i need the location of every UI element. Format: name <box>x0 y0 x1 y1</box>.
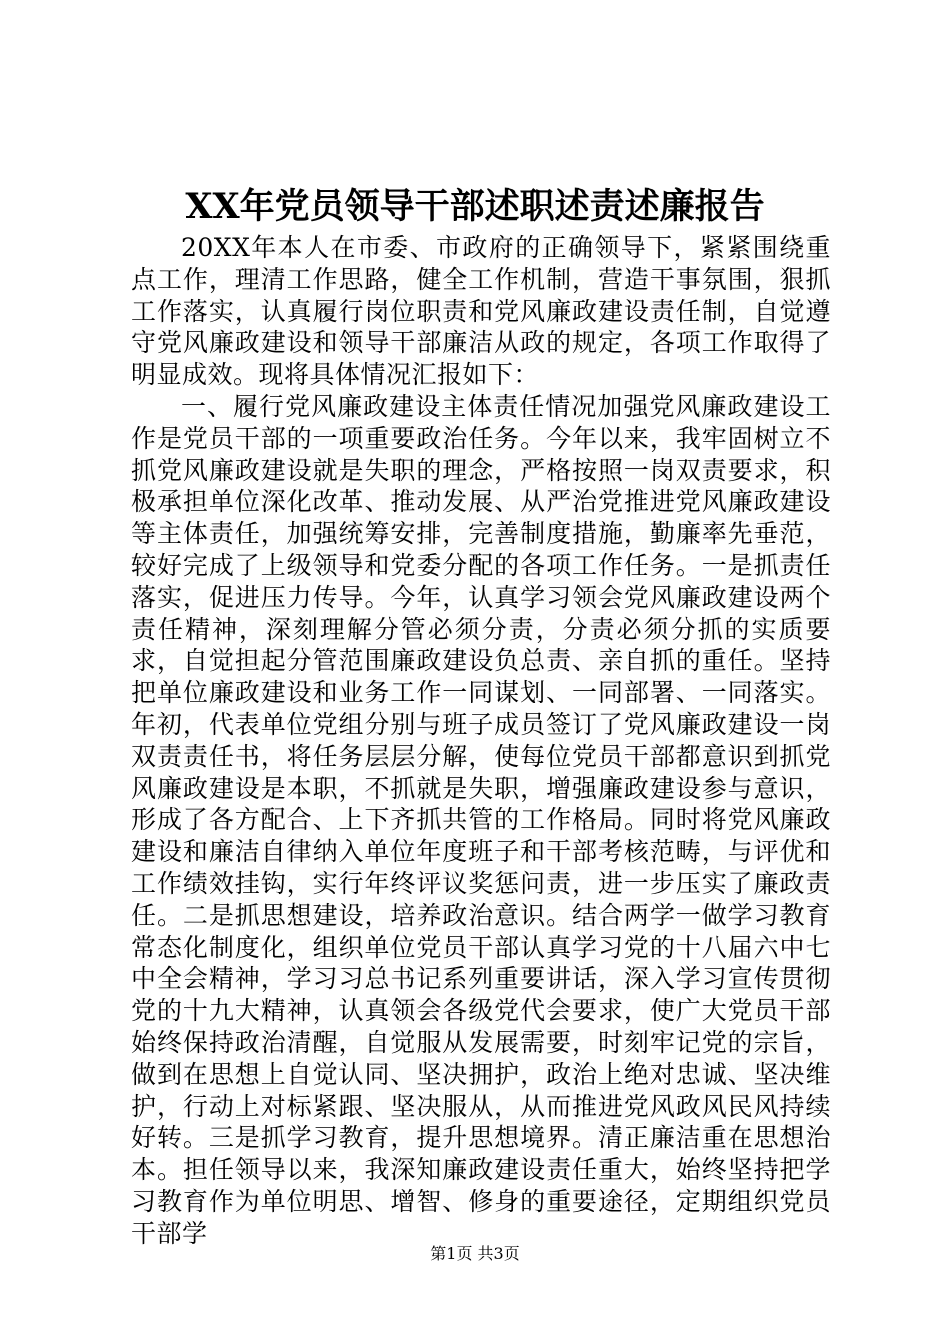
body-paragraph-2: 一、履行党风廉政建设主体责任情况加强党风廉政建设工作是党员干部的一项重要政治任务。今年以来，我牢固树立不抓党风廉政建设就是失职的理念，严格按照一岗双责要求，积极承担单位深化改革、推动发展、从严治党推进党风廉政建设等主体责任，加强统筹安排，完善制度措施，勤廉率先垂范，较好完成了上级领导和党委分配的各项工作任务。一是抓责任落实，促进压力传导。今年，认真学习领会党风廉政建设两个责任精神，深刻理解分管必须分责，分责必须分抓的实质要求，自觉担起分管范围廉政建设负总责、亲自抓的重任。坚持把单位廉政建设和业务工作一同谋划、一同部署、一同落实。年初，代表单位党组分别与班子成员签订了党风廉政建设一岗双责责任书，将任务层层分解，使每位党员干部都意识到抓党风廉政建设是本职，不抓就是失职，增强廉政建设参与意识，形成了各方配合、上下齐抓共管的工作格局。同时将党风廉政建设和廉洁自律纳入单位年度班子和干部考核范畴，与评优和工作绩效挂钩，实行年终评议奖惩问责，进一步压实了廉政责任。二是抓思想建设，培养政治意识。结合两学一做学习教育常态化制度化，组织单位党员干部认真学习党的十八届六中七中全会精神，学习习总书记系列重要讲话，深入学习宣传贯彻党的十九大精神，认真领会各级党代会要求，使广大党员干部始终保持政治清醒，自觉服从发展需要，时刻牢记党的宗旨，做到在思想上自觉认同、坚决拥护，政治上绝对忠诚、坚决维护，行动上对标紧跟、坚决服从，从而推进党风政风民风持续好转。三是抓学习教育，提升思想境界。清正廉洁重在思想治本。担任领导以来，我深知廉政建设责任重大，始终坚持把学习教育作为单位明思、增智、修身的重要途径，定期组织党员干部学 <box>131 391 831 1248</box>
body-paragraph-1: 20XX年本人在市委、市政府的正确领导下，紧紧围绕重点工作，理清工作思路，健全工作机制，营造干事氛围，狠抓工作落实，认真履行岗位职责和党风廉政建设责任制，自觉遵守党风廉政建设和领导干部廉洁从政的规定，各项工作取得了明显成效。现将具体情况汇报如下： <box>131 233 831 390</box>
page-number-footer: 第1页 共3页 <box>430 1244 520 1263</box>
document-body <box>131 232 831 1250</box>
document-title: XX年党员领导干部述职述责述廉报告 <box>185 186 765 227</box>
